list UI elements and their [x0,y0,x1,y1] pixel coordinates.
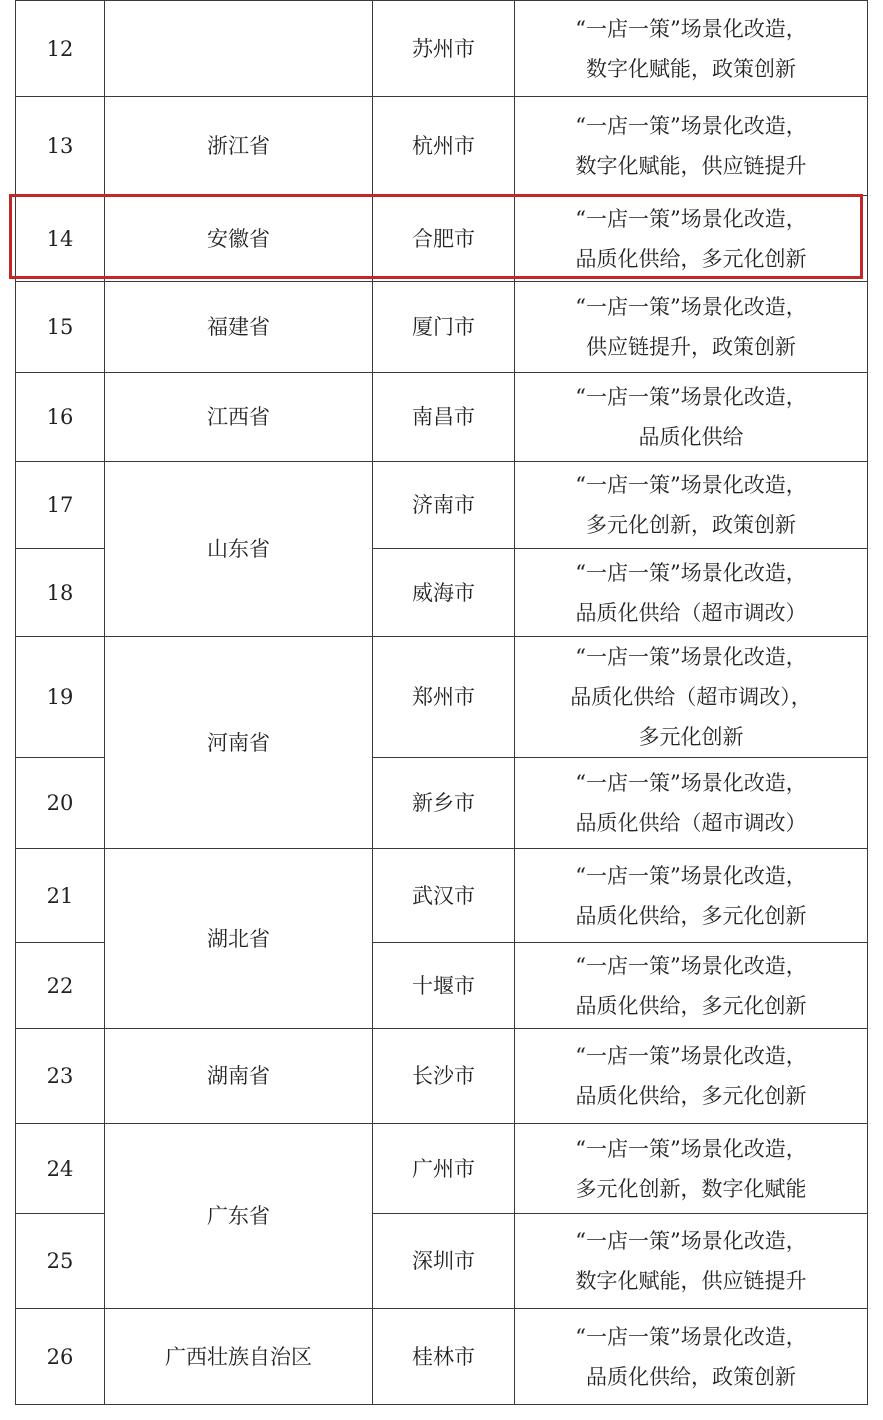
city-cell: 武汉市 [373,849,515,943]
table-row [16,1029,868,1124]
feature-line: “一店一策”场景化改造， [575,114,807,138]
city-cell: 合肥市 [373,196,515,282]
row-number: 18 [16,549,105,637]
row-number: 12 [16,1,105,97]
row-number: 15 [16,282,105,373]
row-number: 19 [16,637,105,758]
row-number: 26 [16,1309,105,1405]
features-cell [515,1214,868,1309]
feature-line: 品质化供给，政策创新 [586,1364,796,1389]
feature-line: 多元化创新，政策创新 [586,513,796,537]
features-cell [515,637,868,758]
province-cell: 广西壮族自治区 [105,1309,373,1405]
features-cell [515,196,868,282]
row-number: 17 [16,462,105,549]
feature-line: 品质化供给，多元化创新 [575,993,807,1018]
city-cell: 深圳市 [373,1214,515,1309]
feature-line: 品质化供给（超市调改） [575,811,807,835]
city-cell: 桂林市 [373,1309,515,1405]
feature-line: 多元化创新，数字化赋能 [575,1176,807,1201]
feature-line: 数字化赋能，供应链提升 [575,154,807,178]
row-number: 20 [16,758,105,849]
city-cell: 苏州市 [373,1,515,97]
features-cell [515,97,868,196]
city-cell: 十堰市 [373,943,515,1029]
feature-line: 数字化赋能，政策创新 [586,56,796,81]
features-cell [515,1309,868,1405]
feature-line: “一店一策”场景化改造， [575,16,807,41]
row-number: 25 [16,1214,105,1309]
city-cell: 广州市 [373,1124,515,1214]
city-cell: 新乡市 [373,758,515,849]
table-row [16,849,868,943]
feature-line: “一店一策”场景化改造， [575,953,807,978]
city-cell: 济南市 [373,462,515,549]
province-cell: 湖南省 [105,1029,373,1124]
row-number: 22 [16,943,105,1029]
city-cell: 郑州市 [373,637,515,758]
province-cell: 广东省 [105,1124,373,1309]
feature-line: 品质化供给（超市调改） [575,600,807,625]
features-cell [515,282,868,373]
feature-line: “一店一策”场景化改造， [575,1229,807,1253]
features-cell [515,373,868,462]
row-number: 13 [16,97,105,196]
city-cell: 厦门市 [373,282,515,373]
province-cell: 湖北省 [105,849,373,1029]
city-cell: 威海市 [373,549,515,637]
feature-line: “一店一策”场景化改造， [575,771,807,795]
province-cell: 山东省 [105,462,373,637]
feature-line: 品质化供给，多元化创新 [575,1084,807,1108]
features-cell [515,849,868,943]
features-cell [515,1124,868,1214]
table-row [16,1,868,97]
province-cell: 安徽省 [105,196,373,282]
row-number: 24 [16,1124,105,1214]
features-cell [515,1029,868,1124]
feature-line: “一店一策”场景化改造， [575,295,807,319]
province-cell: 福建省 [105,282,373,373]
province-cell [105,1,373,97]
feature-line: “一店一策”场景化改造， [575,1324,807,1349]
row-number: 16 [16,373,105,462]
city-cell: 南昌市 [373,373,515,462]
features-cell [515,1,868,97]
table-row [16,282,868,373]
province-cell: 江西省 [105,373,373,462]
features-cell [515,462,868,549]
city-cell: 杭州市 [373,97,515,196]
city-cell: 长沙市 [373,1029,515,1124]
feature-line: 品质化供给 [638,425,744,449]
feature-line: “一店一策”场景化改造， [575,645,807,669]
province-cell: 浙江省 [105,97,373,196]
feature-line: 品质化供给，多元化创新 [575,903,807,928]
table-row [16,373,868,462]
feature-line: “一店一策”场景化改造， [575,560,807,585]
features-cell [515,549,868,637]
table-row [16,1309,868,1405]
feature-line: “一店一策”场景化改造， [575,473,807,497]
city-list-table [15,0,868,1405]
features-cell [515,758,868,849]
feature-line: “一店一策”场景化改造， [575,1044,807,1068]
feature-line: 品质化供给，多元化创新 [575,246,807,271]
row-number: 21 [16,849,105,943]
table-row [16,196,868,282]
feature-line: “一店一策”场景化改造， [575,385,807,409]
feature-line: “一店一策”场景化改造， [575,1136,807,1161]
feature-line: 供应链提升，政策创新 [586,335,796,359]
table-row [16,1124,868,1214]
feature-line: 数字化赋能，供应链提升 [575,1269,807,1293]
row-number: 14 [16,196,105,282]
feature-line: “一店一策”场景化改造， [575,863,807,888]
table-row [16,637,868,758]
feature-line: “一店一策”场景化改造， [575,206,807,231]
features-cell [515,943,868,1029]
table-row [16,97,868,196]
row-number: 23 [16,1029,105,1124]
province-cell: 河南省 [105,637,373,849]
feature-line: 多元化创新 [638,725,744,749]
feature-line: 品质化供给（超市调改）， [570,685,812,709]
table-row [16,462,868,549]
